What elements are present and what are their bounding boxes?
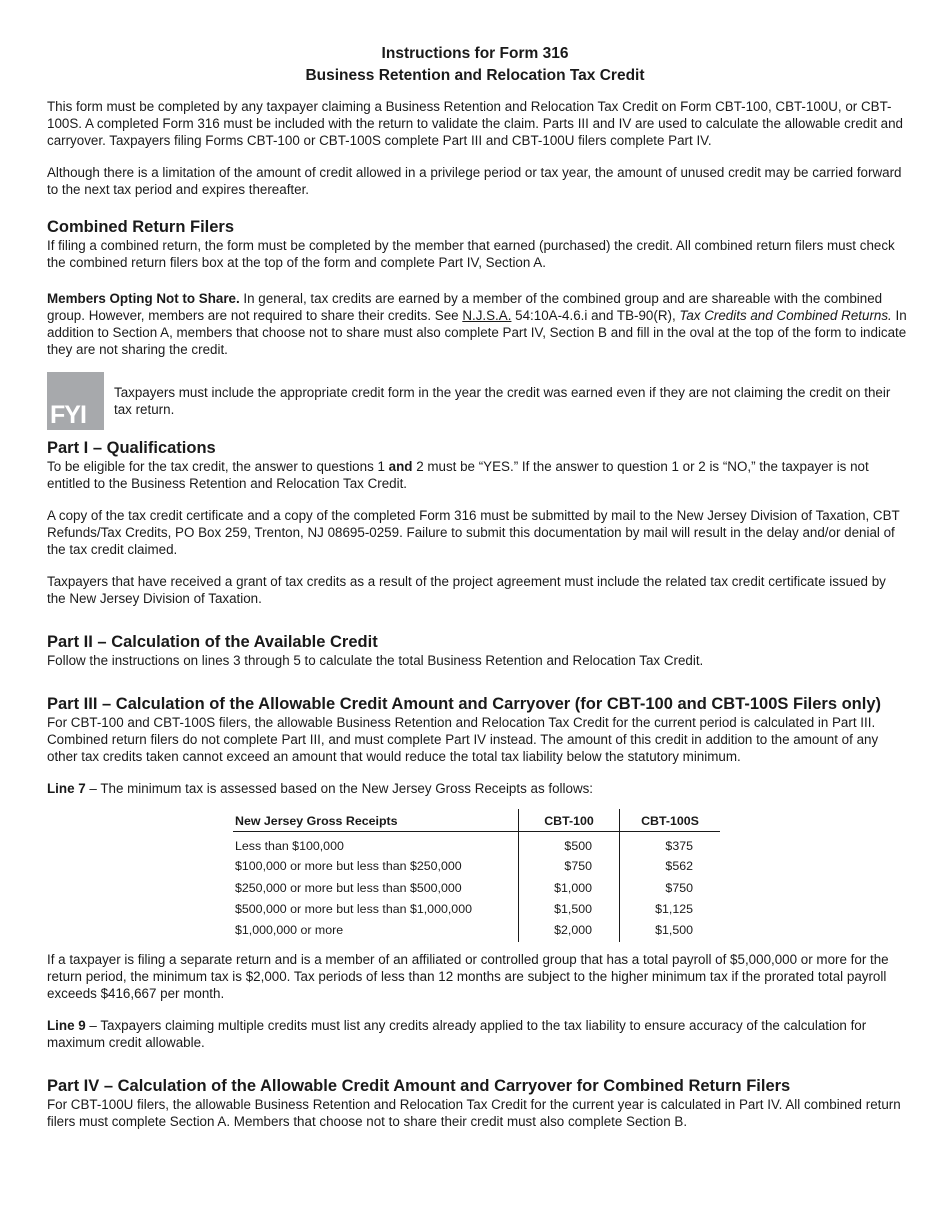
column-header-cbt-100: CBT-100 xyxy=(519,809,620,832)
column-header-cbt-100s: CBT-100S xyxy=(620,809,721,832)
part3-heading: Part III – Calculation of the Allowable Credit Amount and Carryover (for CBT-100 and CBT-100S Filers only) xyxy=(47,695,882,713)
part1-paragraph-1: To be eligible for the tax credit, the answer to questions 1 and 2 must be “YES.” If the answer to question 1 or 2 is “NO,” the taxpayer is not entitled to the Business Retention and Relocation Tax Credit. xyxy=(47,459,869,491)
members-opting-label: Members Opting Not to Share. xyxy=(47,291,240,306)
part2-heading: Part II – Calculation of the Available Credit xyxy=(47,633,378,651)
part4-paragraph: For CBT-100U filers, the allowable Business Retention and Relocation Tax Credit for the current year is calculated in Part IV. All combined return filers must complete Section A. Members that choose not to share their credit must also complete Section B. xyxy=(47,1097,901,1129)
table-row xyxy=(233,920,720,941)
part1-paragraph-3: Taxpayers that have received a grant of tax credits as a result of the project agreement must include the related tax credit certificate issued by the New Jersey Division of Taxation. xyxy=(47,574,886,606)
part1-heading: Part I – Qualifications xyxy=(47,439,216,457)
table-cell: $750 xyxy=(519,856,620,877)
table-cell: $500,000 or more but less than $1,000,000 xyxy=(235,901,472,916)
fyi-note: Taxpayers must include the appropriate credit form in the year the credit was earned even if they are not claiming the credit on their tax return. xyxy=(114,385,891,417)
column-header-gross-receipts: New Jersey Gross Receipts xyxy=(233,809,519,832)
minimum-tax-table xyxy=(233,809,720,942)
table-cell: $562 xyxy=(620,856,721,877)
table-cell: $1,125 xyxy=(620,899,721,920)
document-title xyxy=(0,43,950,87)
part2-paragraph: Follow the instructions on lines 3 through 5 to calculate the total Business Retention and Relocation Tax Credit. xyxy=(47,653,704,668)
fyi-icon: FYI xyxy=(47,372,104,430)
intro-paragraph-2: Although there is a limitation of the amount of credit allowed in a privilege period or tax year, the amount of unused credit may be carried forward to the next tax period and expires thereafter. xyxy=(47,165,902,197)
part4-heading: Part IV – Calculation of the Allowable Credit Amount and Carryover for Combined Return Filers xyxy=(47,1077,791,1095)
table-cell: $1,500 xyxy=(620,920,721,941)
part1-paragraph-2: A copy of the tax credit certificate and a copy of the completed Form 316 must be submitted by mail to the New Jersey Division of Taxation, CBT Refunds/Tax Credits, PO Box 259, Trenton, NJ 08695-0259. Failure to submit this documentation by mail will result in the delay and/or denial of the tax credit claimed. xyxy=(47,508,900,557)
table-row xyxy=(233,856,720,877)
tb-90-title: Tax Credits and Combined Returns. xyxy=(679,308,892,323)
part3-paragraph-2: If a taxpayer is filing a separate return and is a member of an affiliated or controlled group that has a total payroll of $5,000,000 or more for the return period, the minimum tax is $2,000. Tax periods of less than 12 months are subject to the higher minimum tax if the prorated total payroll exceeds $416,667 per month. xyxy=(47,952,889,1001)
part2-section xyxy=(47,633,907,669)
part3-paragraph-1: For CBT-100 and CBT-100S filers, the allowable Business Retention and Relocation Tax Credit for the current period is calculated in Part III. Combined return filers do not complete Part III, and must complete Part IV instead. The amount of this credit in addition to the amount of any other tax credits taken cannot exceed an amount that would reduce the total tax liability below the statutory minimum. xyxy=(47,715,879,764)
table-cell: $250,000 or more but less than $500,000 xyxy=(235,880,462,895)
part3-section xyxy=(47,695,907,765)
part4-section xyxy=(47,1077,907,1130)
table-row xyxy=(233,832,720,857)
line9-paragraph: Line 9 – Taxpayers claiming multiple credits must list any credits already applied to the tax liability to ensure accuracy of the calculation for maximum credit allowable. xyxy=(47,1018,867,1050)
table-cell: Less than $100,000 xyxy=(235,838,344,853)
table-cell: $1,500 xyxy=(519,899,620,920)
intro-paragraph-1: This form must be completed by any taxpayer claiming a Business Retention and Relocation Tax Credit on Form CBT-100, CBT-100U, or CBT-100S. A completed Form 316 must be included with the return to validate the claim. Parts III and IV are used to calculate the allowable credit and carryover. Taxpayers filing Forms CBT-100 or CBT-100S complete Part III and CBT-100U filers complete Part IV. xyxy=(47,99,903,148)
table-row xyxy=(233,899,720,920)
table-cell: $2,000 xyxy=(519,920,620,941)
part1-section xyxy=(47,439,907,492)
njsa-reference: N.J.S.A. xyxy=(462,308,512,323)
table-header-row xyxy=(233,809,720,832)
combined-heading: Combined Return Filers xyxy=(47,218,235,236)
table-row xyxy=(233,877,720,898)
combined-paragraph: If filing a combined return, the form must be completed by the member that earned (purchased) the credit. All combined return filers must check the combined return filers box at the top of the form and complete Part IV, Section A. xyxy=(47,238,895,270)
line9-label: Line 9 xyxy=(47,1018,86,1033)
table-cell: $1,000,000 or more xyxy=(235,923,344,938)
table-cell: $750 xyxy=(620,877,721,898)
table-cell: $100,000 or more but less than $250,000 xyxy=(235,859,462,874)
combined-section xyxy=(47,218,907,271)
title-line-2: Business Retention and Relocation Tax Credit xyxy=(305,67,645,84)
members-opting-paragraph: Members Opting Not to Share. In general, tax credits are earned by a member of the combined group and are shareable with the combined group. However, members are not required to share their credits. See N.J.S.A. 54:10A-4.6.i and TB-90(R), Tax Credits and Combined Returns. In addition to Section A, members that choose not to share must also complete Part IV, Section B and fill in the oval at the top of the form to indicate they are not sharing the credit. xyxy=(47,291,907,357)
table-cell: $1,000 xyxy=(519,877,620,898)
table-cell: $375 xyxy=(620,832,721,857)
line7-paragraph: Line 7 – The minimum tax is assessed based on the New Jersey Gross Receipts as follows: xyxy=(47,781,594,796)
title-line-1: Instructions for Form 316 xyxy=(381,45,569,62)
table-cell: $500 xyxy=(519,832,620,857)
line7-label: Line 7 xyxy=(47,781,86,796)
